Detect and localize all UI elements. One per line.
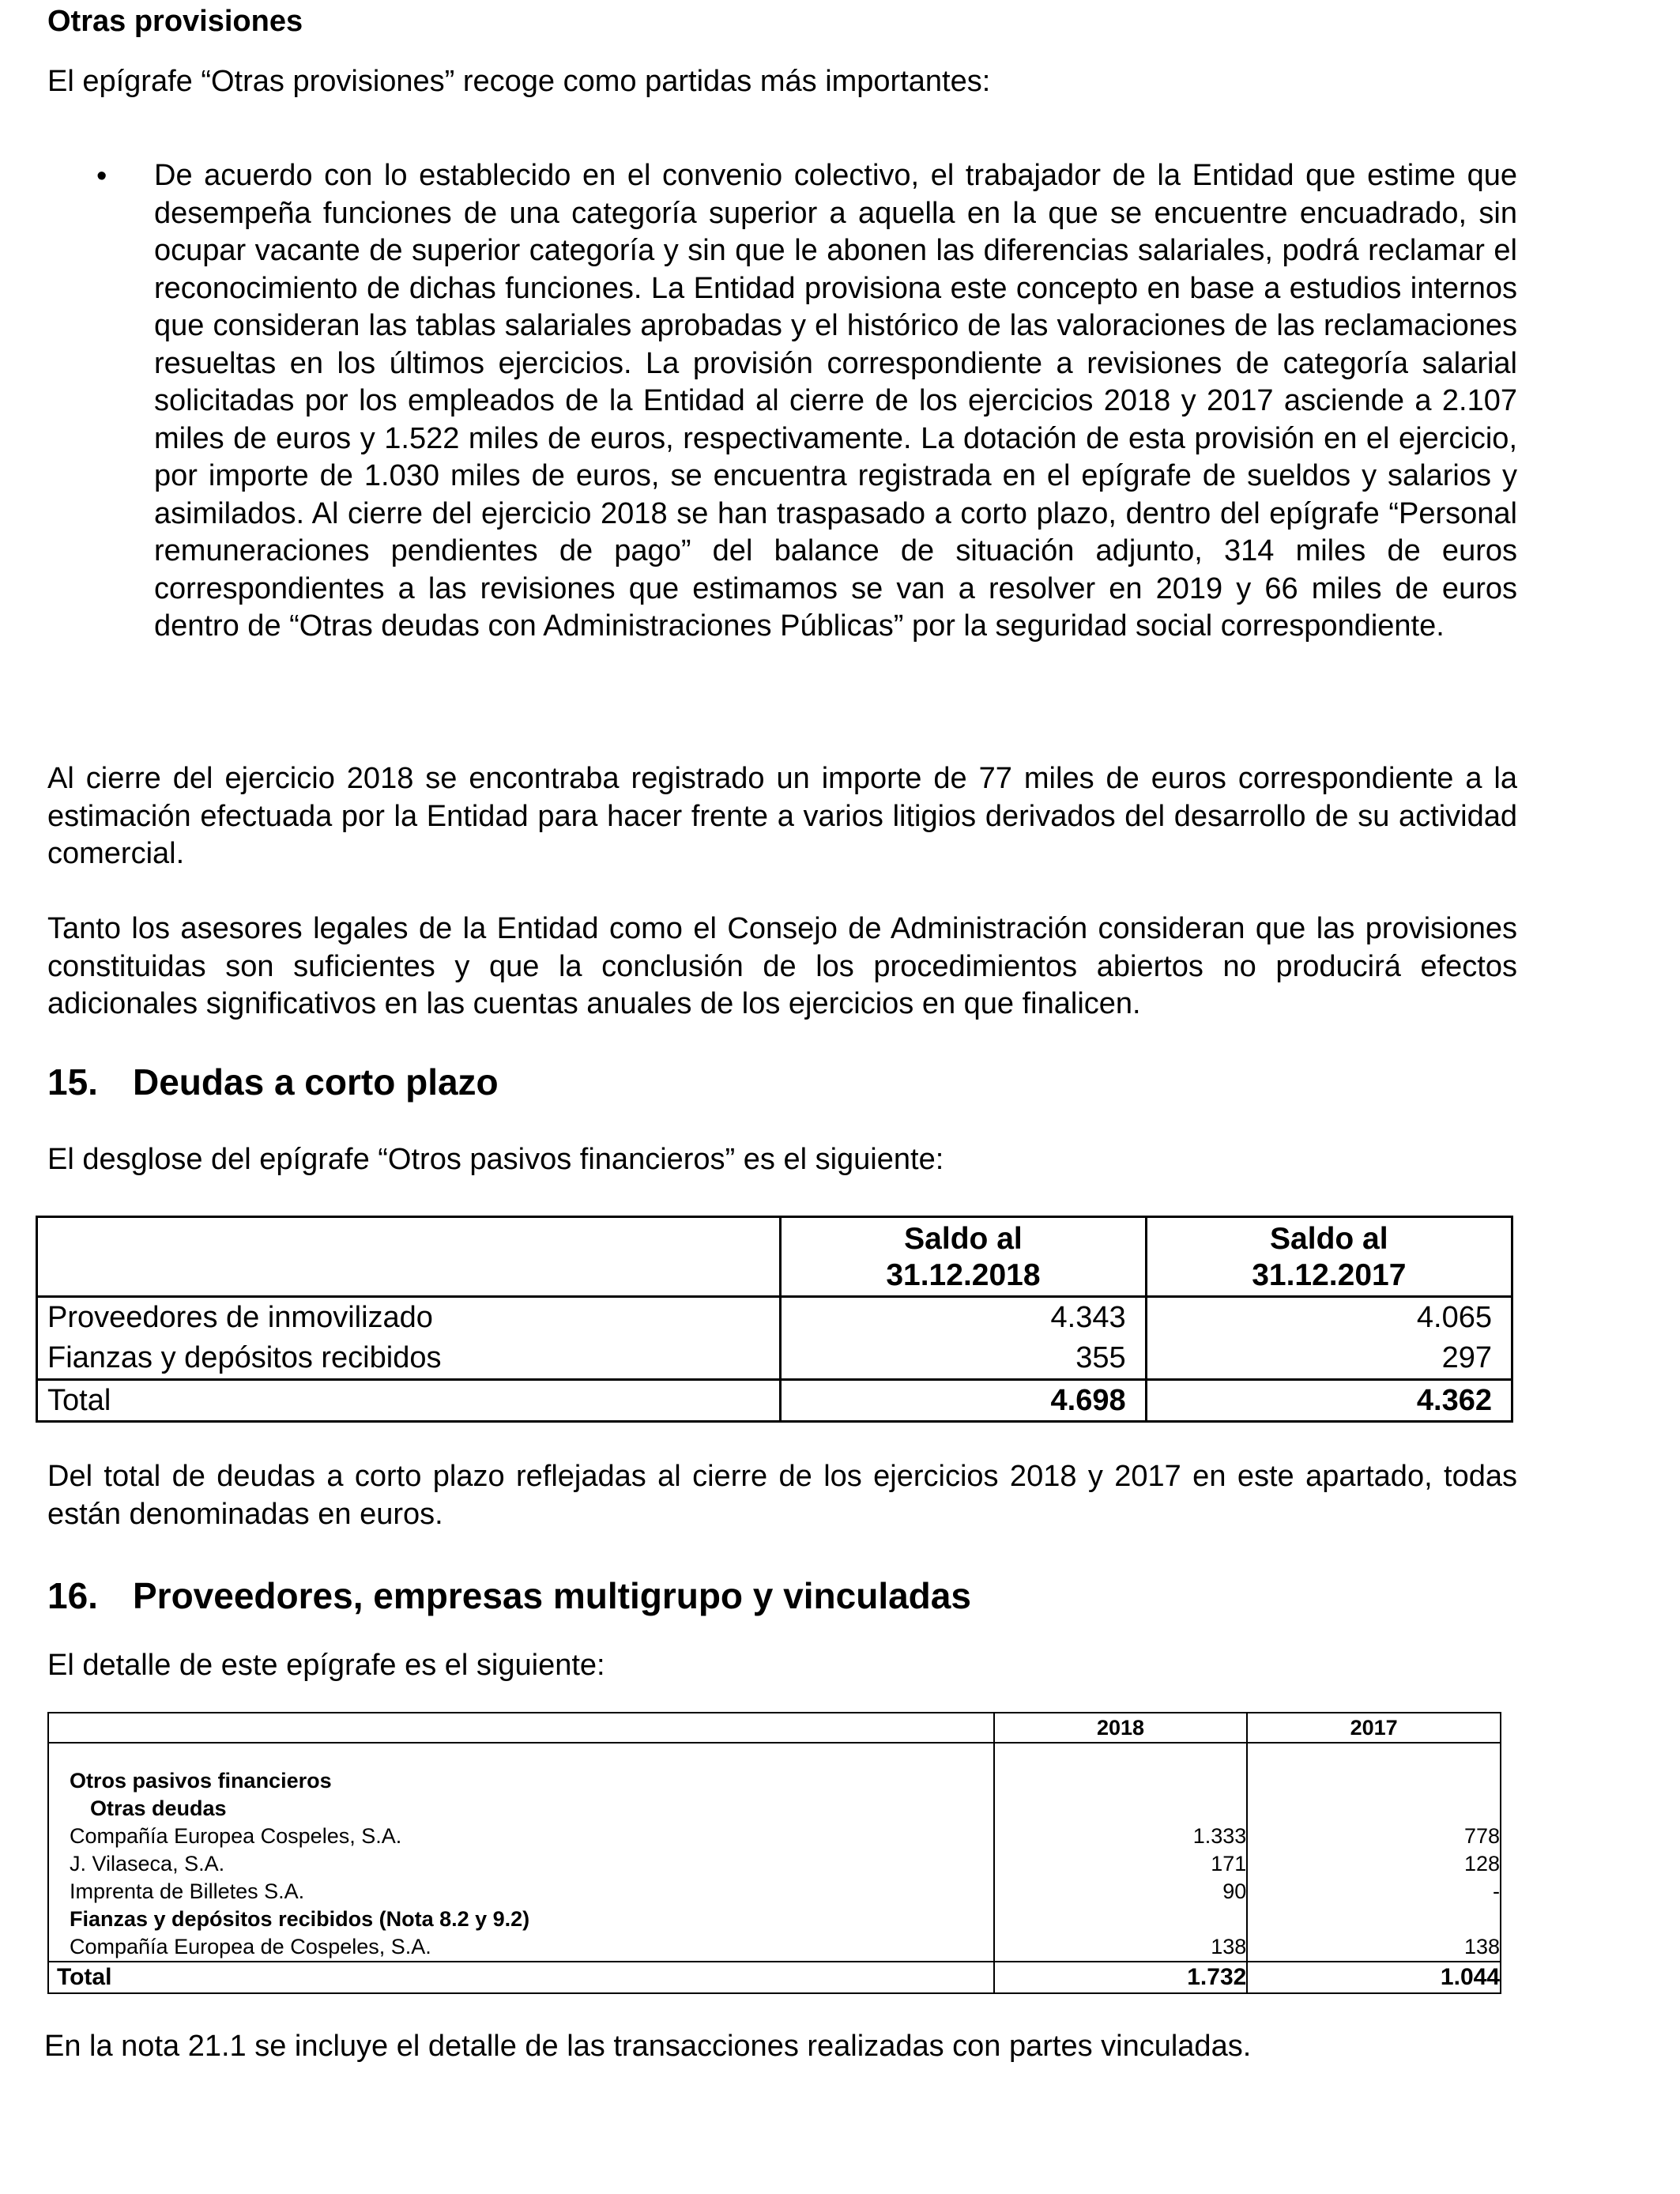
- section-16-heading: [47, 1574, 971, 1617]
- row-value-2018: 171: [994, 1850, 1248, 1878]
- proveedores-vinculadas-table: [47, 1712, 1501, 1994]
- table-total-row: [48, 1962, 1501, 1993]
- table-subgroup-row: [48, 1795, 1501, 1823]
- table-spacer-row: [48, 1743, 1501, 1767]
- header-2018-line2: 31.12.2018: [886, 1258, 1041, 1292]
- total-label: Total: [48, 1962, 994, 1993]
- row-value-2017: -: [1247, 1878, 1501, 1906]
- row-label: Compañía Europea de Cospeles, S.A.: [48, 1933, 994, 1962]
- section-15-note: Del total de deudas a corto plazo reflejadas al cierre de los ejercicios 2018 y 2017 en este apartado, todas están denominadas en euros.: [47, 1460, 1517, 1531]
- row-value-2018: 1.333: [994, 1823, 1248, 1850]
- deudas-corto-plazo-table: [36, 1216, 1513, 1423]
- row-value-2018: 138: [994, 1933, 1248, 1962]
- row-label: Proveedores de inmovilizado: [37, 1297, 781, 1339]
- section-16-title: Proveedores, empresas multigrupo y vinculadas: [133, 1575, 971, 1616]
- table-header-row: [37, 1217, 1512, 1297]
- row-label: Compañía Europea Cospeles, S.A.: [48, 1823, 994, 1850]
- table-header-2018: [781, 1217, 1146, 1297]
- row-value-2017: 778: [1247, 1823, 1501, 1850]
- section-16-intro: El detalle de este epígrafe es el siguiente:: [47, 1649, 605, 1682]
- litigios-paragraph: Al cierre del ejercicio 2018 se encontraba registrado un importe de 77 miles de euros correspondiente a la estimación efectuada por la Entidad para hacer frente a varios litigios derivados del desarrollo de su actividad comercial.: [47, 762, 1517, 870]
- table-row: [48, 1850, 1501, 1878]
- intro-paragraph: El epígrafe “Otras provisiones” recoge como partidas más importantes:: [47, 65, 991, 98]
- row-value-2017: 138: [1247, 1933, 1501, 1962]
- subsection-title: Otras provisiones: [47, 5, 303, 38]
- total-value-2018: 1.732: [994, 1962, 1248, 1993]
- table-header-empty: [48, 1713, 994, 1743]
- table-row: [37, 1338, 1512, 1380]
- header-2018-line1: Saldo al: [904, 1222, 1023, 1256]
- section-15-intro: El desglose del epígrafe “Otros pasivos financieros” es el siguiente:: [47, 1143, 944, 1176]
- header-2017-line1: Saldo al: [1270, 1222, 1388, 1256]
- group-label: Fianzas y depósitos recibidos (Nota 8.2 y 9.2): [48, 1906, 994, 1933]
- bullet-icon: •: [96, 160, 107, 193]
- row-value-2017: 4.065: [1146, 1297, 1512, 1339]
- table-group-row: [48, 1906, 1501, 1933]
- section-16-note: En la nota 21.1 se incluye el detalle de las transacciones realizadas con partes vinculadas.: [44, 2030, 1252, 2063]
- header-2017-line2: 31.12.2017: [1252, 1258, 1407, 1292]
- row-label: Imprenta de Billetes S.A.: [48, 1878, 994, 1906]
- table-row: [48, 1878, 1501, 1906]
- group-label: Otros pasivos financieros: [48, 1767, 994, 1795]
- table-header-empty: [37, 1217, 781, 1297]
- table-group-row: [48, 1767, 1501, 1795]
- section-15-title: Deudas a corto plazo: [133, 1061, 499, 1103]
- row-label: J. Vilaseca, S.A.: [48, 1850, 994, 1878]
- asesores-paragraph: Tanto los asesores legales de la Entidad como el Consejo de Administración consideran que las provisiones constituidas son suficientes y que la conclusión de los procedimientos abiertos no producirá efectos adicionales significativos en las cuentas anuales de los ejercicios en que finalicen.: [47, 912, 1517, 1020]
- row-value-2018: 355: [781, 1338, 1146, 1380]
- bullet-paragraph: De acuerdo con lo establecido en el convenio colectivo, el trabajador de la Entidad que estime que desempeña funciones de una categoría superior a aquella en la que se encuentre encuadrado, sin ocupar vacante de superior categoría y sin que le abonen las diferencias salariales, podrá reclamar el reconocimiento de dichas funciones. La Entidad provisiona este concepto en base a estudios internos que consideran las tablas salariales aprobadas y el histórico de las valoraciones de las reclamaciones resueltas en los últimos ejercicios. La provisión correspondiente a revisiones de categoría salarial solicitadas por los empleados de la Entidad al cierre de los ejercicios 2018 y 2017 asciende a 2.107 miles de euros y 1.522 miles de euros, respectivamente. La dotación de esta provisión en el ejercicio, por importe de 1.030 miles de euros, se encuentra registrada en el epígrafe de sueldos y salarios y asimilados. Al cierre del ejercicio 2018 se han traspasado a corto plazo, dentro del epígrafe “Personal remuneraciones pendientes de pago” del balance de situación adjunto, 314 miles de euros correspondientes a las revisiones que estimamos se van a resolver en 2019 y 66 miles de euros dentro de “Otras deudas con Administraciones Públicas” por la seguridad social correspondiente.: [154, 159, 1517, 643]
- row-value-2017: 297: [1146, 1338, 1512, 1380]
- table-header-2017: [1146, 1217, 1512, 1297]
- total-label: Total: [37, 1380, 781, 1422]
- subgroup-label: Otras deudas: [48, 1795, 994, 1823]
- table-header-row: [48, 1713, 1501, 1743]
- table-total-row: [37, 1380, 1512, 1422]
- total-value-2018: 4.698: [781, 1380, 1146, 1422]
- total-value-2017: 4.362: [1146, 1380, 1512, 1422]
- section-15-heading: [47, 1061, 499, 1103]
- row-label: Fianzas y depósitos recibidos: [37, 1338, 781, 1380]
- table-header-2017: 2017: [1247, 1713, 1501, 1743]
- section-16-number: 16.: [47, 1575, 98, 1616]
- row-value-2017: 128: [1247, 1850, 1501, 1878]
- table-header-2018: 2018: [994, 1713, 1248, 1743]
- table-row: [37, 1297, 1512, 1339]
- section-15-number: 15.: [47, 1061, 98, 1103]
- table-row: [48, 1823, 1501, 1850]
- table-row: [48, 1933, 1501, 1962]
- row-value-2018: 90: [994, 1878, 1248, 1906]
- row-value-2018: 4.343: [781, 1297, 1146, 1339]
- total-value-2017: 1.044: [1247, 1962, 1501, 1993]
